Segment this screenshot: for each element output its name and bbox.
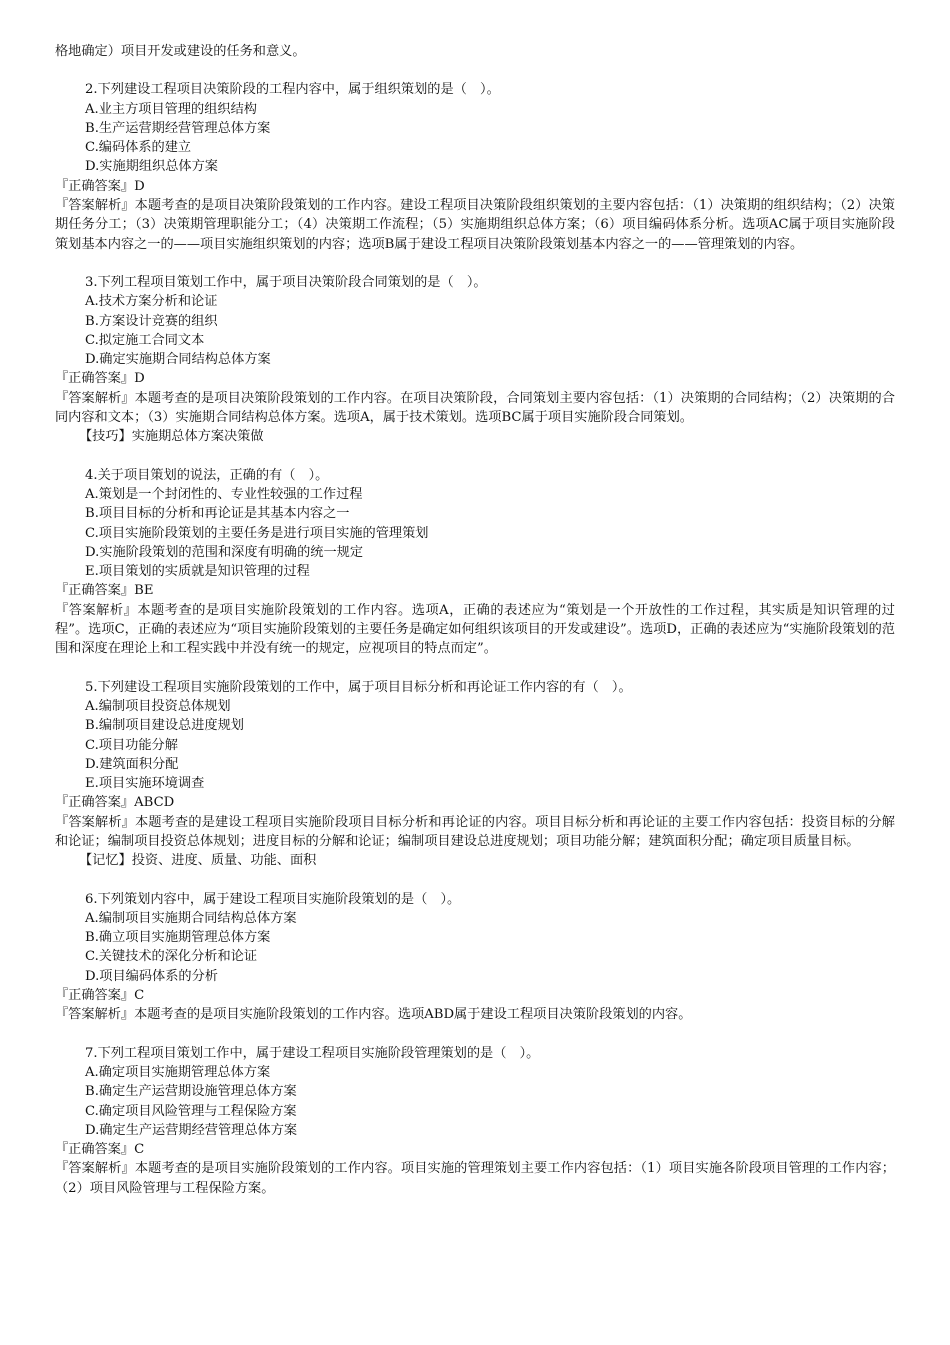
question-7 bbox=[55, 1044, 895, 1198]
question-3 bbox=[55, 273, 895, 447]
option-a: A.编制项目投资总体规划 bbox=[85, 698, 231, 714]
option-a: A.策划是一个封闭性的、专业性较强的工作过程 bbox=[85, 486, 363, 502]
option-d: D.确定实施期合同结构总体方案 bbox=[85, 352, 271, 368]
correct-answer: 『正确答案』D bbox=[55, 371, 145, 387]
spacer bbox=[55, 871, 895, 890]
spacer bbox=[55, 1025, 895, 1044]
option-d: D.确定生产运营期经营管理总体方案 bbox=[85, 1122, 298, 1138]
option-c: C.编码体系的建立 bbox=[85, 140, 192, 156]
answer-analysis: 『答案解析』本题考查的是项目实施阶段策划的工作内容。选项ABD属于建设工程项目决策阶段策划的内容。 bbox=[55, 1007, 692, 1023]
correct-answer: 『正确答案』BE bbox=[55, 583, 154, 599]
option-a: A.业主方项目管理的组织结构 bbox=[85, 101, 257, 117]
option-b: B.方案设计竞赛的组织 bbox=[85, 313, 218, 329]
question-stem: 5.下列建设工程项目实施阶段策划的工作中，属于项目目标分析和再论证工作内容的有（ ）。 bbox=[85, 679, 632, 695]
spacer bbox=[55, 447, 895, 466]
option-b: B.生产运营期经营管理总体方案 bbox=[85, 120, 271, 136]
option-b: B.项目目标的分析和再论证是其基本内容之一 bbox=[85, 506, 350, 522]
intro-tail-text: 格地确定）项目开发或建设的任务和意义。 bbox=[55, 44, 306, 59]
answer-analysis: 『答案解析』本题考查的是项目实施阶段策划的工作内容。项目实施的管理策划主要工作内容包括：（1）项目实施各阶段项目管理的工作内容；（2）项目风险管理与工程保险方案。 bbox=[55, 1161, 895, 1196]
question-stem: 6.下列策划内容中，属于建设工程项目实施阶段策划的是（ ）。 bbox=[85, 891, 461, 907]
question-stem: 7.下列工程项目策划工作中，属于建设工程项目实施阶段管理策划的是（ ）。 bbox=[85, 1045, 540, 1061]
option-b: B.编制项目建设总进度规划 bbox=[85, 718, 244, 734]
question-5 bbox=[55, 678, 895, 871]
question-6 bbox=[55, 890, 895, 1025]
option-a: A.确定项目实施期管理总体方案 bbox=[85, 1064, 271, 1080]
answer-analysis: 『答案解析』本题考查的是项目实施阶段策划的工作内容。选项A，正确的表述应为“策划是一个开放性的工作过程，其实质是知识管理的过程”。选项C，正确的表述应为“项目实施阶段策划的主要任务是确定如何组织该项目的开发或建设”。选项D，正确的表述应为“实施阶段策划的范围和深度在理论上和工程实践中并没有统一的规定，应视项目的特点而定”。 bbox=[55, 602, 895, 657]
option-e: E.项目策划的实质就是知识管理的过程 bbox=[85, 564, 310, 580]
question-stem: 3.下列工程项目策划工作中，属于项目决策阶段合同策划的是（ ）。 bbox=[85, 274, 487, 290]
question-stem: 2.下列建设工程项目决策阶段的工程内容中，属于组织策划的是（ ）。 bbox=[85, 82, 500, 98]
option-c: C.拟定施工合同文本 bbox=[85, 332, 205, 348]
tip-text: 【技巧】实施期总体方案决策做 bbox=[79, 429, 264, 445]
option-d: D.实施期组织总体方案 bbox=[85, 159, 218, 175]
question-stem: 4.关于项目策划的说法，正确的有（ ）。 bbox=[85, 467, 329, 483]
correct-answer: 『正确答案』C bbox=[55, 1142, 145, 1158]
spacer bbox=[55, 659, 895, 678]
answer-analysis: 『答案解析』本题考查的是建设工程项目实施阶段项目目标分析和再论证的内容。项目目标分析和再论证的主要工作内容包括：投资目标的分解和论证；编制项目投资总体规划；进度目标的分解和论证；编制项目建设总进度规划；项目功能分解；建筑面积分配；确定项目质量目标。 bbox=[55, 814, 895, 849]
option-a: A.编制项目实施期合同结构总体方案 bbox=[85, 910, 297, 926]
option-d: D.实施阶段策划的范围和深度有明确的统一规定 bbox=[85, 544, 364, 560]
correct-answer: 『正确答案』C bbox=[55, 988, 145, 1004]
question-2 bbox=[55, 80, 895, 254]
option-b: B.确立项目实施期管理总体方案 bbox=[85, 930, 271, 946]
option-a: A.技术方案分析和论证 bbox=[85, 294, 218, 310]
option-e: E.项目实施环境调查 bbox=[85, 776, 205, 792]
answer-analysis: 『答案解析』本题考查的是项目决策阶段策划的工作内容。建设工程项目决策阶段组织策划的主要内容包括：（1）决策期的组织结构；（2）决策期任务分工；（3）决策期管理职能分工；（4）决策期工作流程；（5）实施期组织总体方案；（6）项目编码体系分析。选项AC属于项目实施阶段策划基本内容之一的——项目实施组织策划的内容；选项B属于建设工程项目决策阶段策划基本内容之一的——管理策划的内容。 bbox=[55, 198, 895, 252]
spacer bbox=[55, 61, 895, 80]
question-4 bbox=[55, 466, 895, 659]
memory-tip-text: 【记忆】投资、进度、质量、功能、面积 bbox=[79, 853, 317, 869]
option-d: D.项目编码体系的分析 bbox=[85, 968, 218, 984]
option-c: C.关键技术的深化分析和论证 bbox=[85, 949, 258, 965]
option-b: B.确定生产运营期设施管理总体方案 bbox=[85, 1084, 297, 1100]
correct-answer: 『正确答案』D bbox=[55, 178, 145, 194]
answer-analysis: 『答案解析』本题考查的是项目决策阶段策划的工作内容。在项目决策阶段，合同策划主要内容包括：（1）决策期的合同结构；（2）决策期的合同内容和文本；（3）实施期合同结构总体方案。选项A，属于技术策划。选项BC属于项目实施阶段合同策划。 bbox=[55, 390, 895, 426]
option-c: C.确定项目风险管理与工程保险方案 bbox=[85, 1103, 297, 1119]
spacer bbox=[55, 254, 895, 273]
option-c: C.项目实施阶段策划的主要任务是进行项目实施的管理策划 bbox=[85, 525, 429, 541]
option-c: C.项目功能分解 bbox=[85, 737, 178, 753]
option-d: D.建筑面积分配 bbox=[85, 756, 179, 772]
correct-answer: 『正确答案』ABCD bbox=[55, 795, 175, 811]
